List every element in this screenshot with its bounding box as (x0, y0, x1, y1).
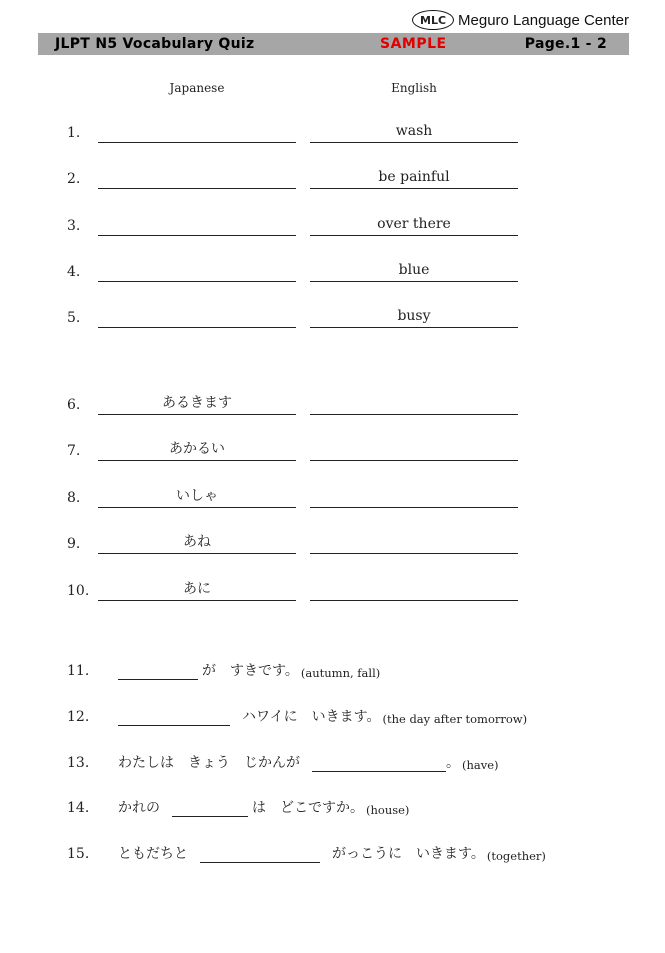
english-hint: (autumn, fall) (300, 666, 381, 680)
japanese-word: あかるい (98, 439, 296, 461)
question-number: 10. (67, 583, 90, 599)
mlc-logo: MLC (412, 10, 454, 30)
quiz-row (0, 214, 665, 244)
japanese-answer-field[interactable] (98, 167, 296, 189)
japanese-word: あるきます (98, 393, 296, 415)
japanese-answer-field[interactable] (98, 306, 296, 328)
quiz-row (0, 439, 665, 469)
fill-in-blank[interactable] (118, 708, 230, 726)
question-number: 11. (67, 663, 90, 679)
english-hint: (house) (366, 803, 410, 817)
center-name: Meguro Language Center (458, 11, 629, 29)
question-number: 15. (67, 846, 90, 862)
question-number: 12. (67, 709, 90, 725)
japanese-word: あね (98, 532, 296, 554)
quiz-row (0, 260, 665, 290)
sentence-text: わたしは きょう じかんが (118, 755, 300, 771)
question-number: 2. (67, 171, 81, 187)
japanese-word: いしゃ (98, 486, 296, 508)
sentence-row (0, 706, 665, 730)
english-word: blue (310, 260, 518, 282)
question-number: 13. (67, 755, 90, 771)
quiz-row (0, 306, 665, 336)
question-number: 8. (67, 490, 81, 506)
question-number: 3. (67, 218, 81, 234)
english-answer-field[interactable] (310, 486, 518, 508)
header-brand (412, 10, 629, 30)
sentence-text: が すきです。 (202, 663, 299, 679)
quiz-row (0, 486, 665, 516)
sentence-end: がっこうに いきます。 (332, 846, 485, 862)
fill-in-blank[interactable] (200, 845, 320, 863)
sentence-end: は どこですか。 (252, 800, 364, 816)
sentence-text: ハワイに いきます。 (242, 709, 381, 725)
sentence-text: ともだちと (118, 846, 188, 862)
fill-in-blank[interactable] (172, 799, 248, 817)
english-word: be painful (310, 167, 518, 189)
question-number: 4. (67, 264, 81, 280)
sentence-row (0, 843, 665, 867)
sentence-row (0, 797, 665, 821)
japanese-answer-field[interactable] (98, 214, 296, 236)
quiz-row (0, 167, 665, 197)
english-word: wash (310, 121, 518, 143)
header-bar (38, 33, 629, 55)
fill-in-blank[interactable] (312, 754, 446, 772)
quiz-title: JLPT N5 Vocabulary Quiz (55, 36, 255, 52)
sentence-end: 。 (446, 755, 460, 771)
quiz-row (0, 532, 665, 562)
fill-in-blank[interactable] (118, 662, 198, 680)
sentence-row (0, 660, 665, 684)
question-number: 6. (67, 397, 81, 413)
quiz-row (0, 579, 665, 609)
question-number: 9. (67, 536, 81, 552)
column-header-japanese: Japanese (169, 81, 225, 95)
english-word: busy (310, 306, 518, 328)
english-word: over there (310, 214, 518, 236)
japanese-word: あに (98, 579, 296, 601)
question-number: 5. (67, 310, 81, 326)
quiz-row (0, 393, 665, 423)
column-header-english: English (391, 81, 437, 95)
english-answer-field[interactable] (310, 393, 518, 415)
page-number: Page.1 - 2 (524, 36, 607, 52)
question-number: 14. (67, 800, 90, 816)
japanese-answer-field[interactable] (98, 260, 296, 282)
question-number: 7. (67, 443, 81, 459)
english-answer-field[interactable] (310, 532, 518, 554)
quiz-row (0, 121, 665, 151)
english-hint: (the day after tomorrow) (382, 712, 528, 726)
english-hint: (have) (462, 758, 499, 772)
english-answer-field[interactable] (310, 439, 518, 461)
japanese-answer-field[interactable] (98, 121, 296, 143)
question-number: 1. (67, 125, 81, 141)
english-answer-field[interactable] (310, 579, 518, 601)
sample-label: SAMPLE (380, 36, 447, 52)
sentence-row (0, 752, 665, 776)
sentence-text: かれの (118, 800, 160, 816)
english-hint: (together) (486, 849, 546, 863)
